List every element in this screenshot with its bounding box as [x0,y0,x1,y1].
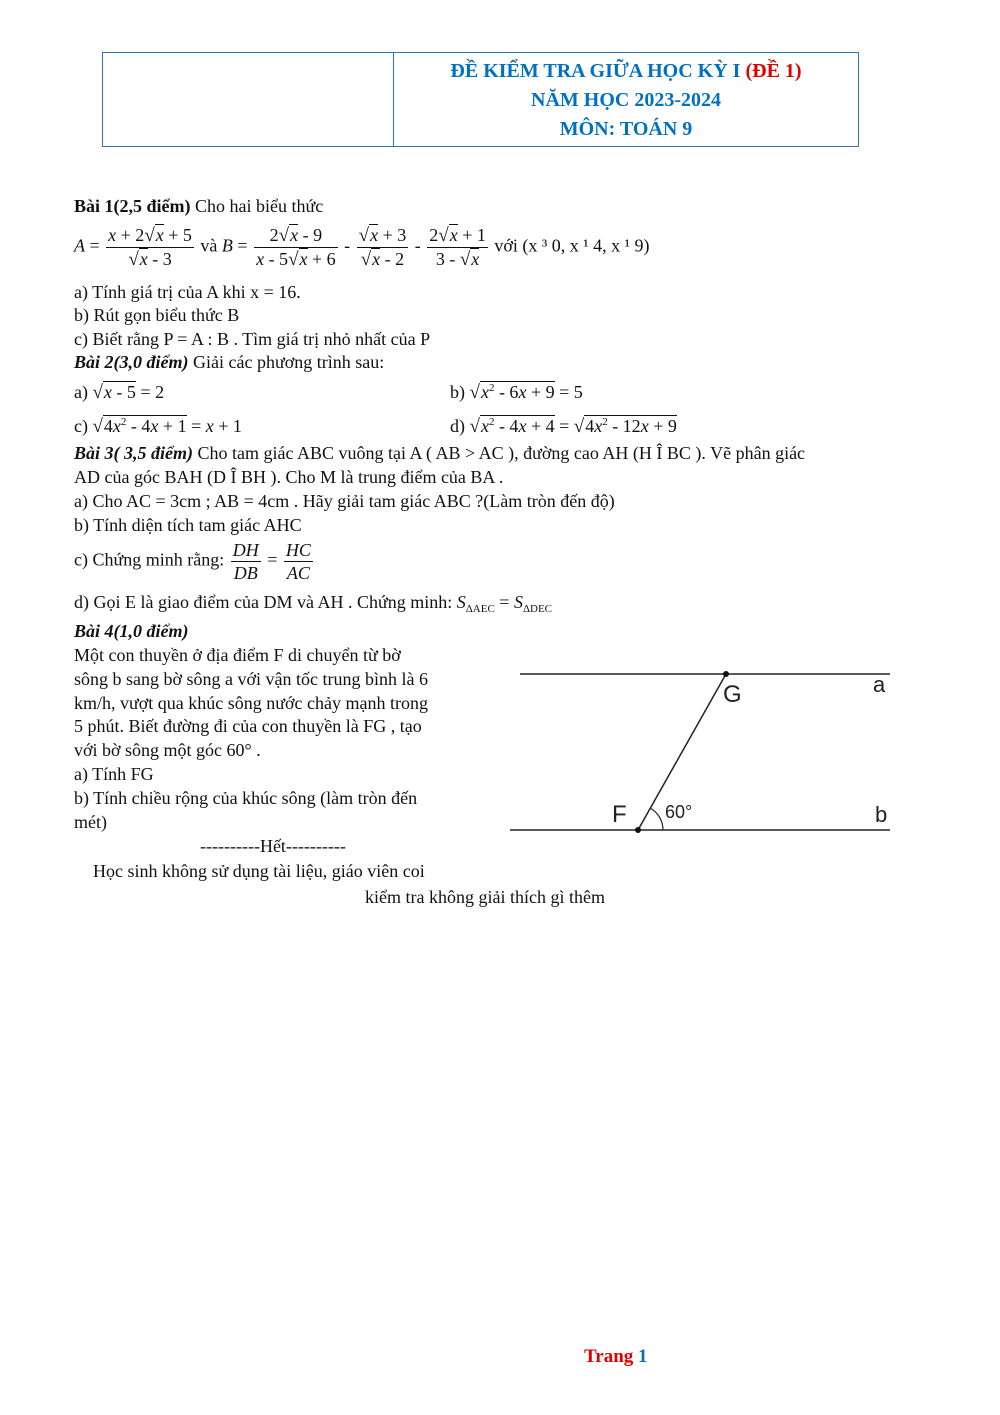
bai4-line: sông b sang bờ sông a với vận tốc trung bình là 6 [74,669,428,689]
bai2-d: d) $√x^2 - 4x + 4 = √4x^2 - 12x + 9$ [450,416,677,437]
bai3-line2: AD của góc BAH (D Î BH ). Cho M là trung điểm của BA . [74,467,504,487]
end-marker: ----------Hết---------- [200,836,346,856]
bai1-b: b) Rút gọn biểu thức B [74,305,240,325]
header-left-cell [103,53,394,146]
note-line1: Học sinh không sử dụng tài liệu, giáo viên coi [93,861,425,881]
bai2-c: c) $√4x^2 - 4x + 1 = x + 1$ [74,416,242,437]
exam-code: (ĐỀ 1) [745,60,802,82]
exam-title: ĐỀ KIỂM TRA GIỮA HỌC KỲ I [450,60,741,82]
page-footer [584,1346,648,1368]
bai3-c: c) Chứng minh rằng: $\frac{DH}{DB}$ = $\frac{HC}{AC}$ [74,540,311,583]
bai4-line: với bờ sông một góc 60° . [74,740,261,760]
bai4-b-cont: mét) [74,812,107,832]
bai3-d: d) Gọi E là giao điểm của DM và AH . Chứng minh: $S_{\Delta AEC} = S_{\Delta DEC}$ [74,592,553,615]
bai1-a: a) Tính giá trị của A khi x = 16. [74,282,301,302]
header-title [394,53,858,146]
bai4-line: 5 phút. Biết đường đi của con thuyền là FG , tạo [74,716,422,736]
point-F [635,827,641,833]
label-a: a [873,672,886,697]
point-G [723,671,729,677]
angle-arc [650,808,663,830]
frac-B3: $\frac{2√x + 1}{3 - √x}$ [429,225,486,270]
bai1-heading: Bài 1(2,5 điểm) Cho hai biểu thức [74,196,324,216]
label-angle: 60° [665,802,693,822]
label-F: F [612,801,627,828]
bai3-a: a) Cho AC = 3cm ; AB = 4cm . Hãy giải tam giác ABC ?(Làm tròn đến độ) [74,491,615,511]
note-line2: kiểm tra không giải thích gì thêm [365,887,605,907]
bai3-line1: Bài 3( 3,5 điểm) Cho tam giác ABC vuông tại A ( AB > AC ), đường cao AH (H Î BC ). Vẽ phân giác [74,443,806,463]
bai1-c: c) Biết rằng P = A : B . Tìm giá trị nhỏ nhất của P [74,329,431,349]
bai4-heading: Bài 4(1,0 điểm) [74,621,189,641]
school-year: NĂM HỌC 2023-2024 [531,89,721,111]
subject: MÔN: TOÁN 9 [559,118,693,140]
label-G: G [723,681,742,708]
page-number: 1 [638,1346,648,1367]
bai4-a: a) Tính FG [74,764,154,784]
river-figure [505,658,905,848]
bai1-expressions: A = $\frac{x + 2√x + 5}{√x - 3}$ và B = $\frac{2√x - 9}{x - 5√x + 6}$ - $\frac{√x + 3}{√x - 2}$ - $\frac{2√x + 1}{3 - √x}$ với (x ³ 0, x ¹ 4, x ¹ 9) [74,225,650,270]
frac-A: $\frac{x + 2√x + 5}{√x - 3}$ [108,225,192,270]
bai2-a: a) √x - 5 = 2 [74,382,165,403]
bai4-b: b) Tính chiều rộng của khúc sông (làm tròn đến [74,788,418,808]
label-b: b [875,802,888,827]
bai3-b: b) Tính diện tích tam giác AHC [74,515,302,535]
frac-B2: $\frac{√x + 3}{√x - 2}$ [358,225,407,270]
condition: (x ³ 0, x ¹ 4, x ¹ 9) [522,235,650,256]
frac-B1: $\frac{2√x - 9}{x - 5√x + 6}$ [256,225,336,270]
bai2-heading: Bài 2(3,0 điểm) Giải các phương trình sau: [74,352,385,372]
bai4-line: Một con thuyền ở địa điểm F di chuyển từ bờ [74,645,401,665]
bai2-b: b) $√x^2 - 6x + 9 = 5$ [450,382,583,403]
bai4-line: km/h, vượt qua khúc sông nước chảy mạnh trong [74,693,428,713]
header-box [102,52,859,147]
page-label: Trang [584,1346,634,1367]
